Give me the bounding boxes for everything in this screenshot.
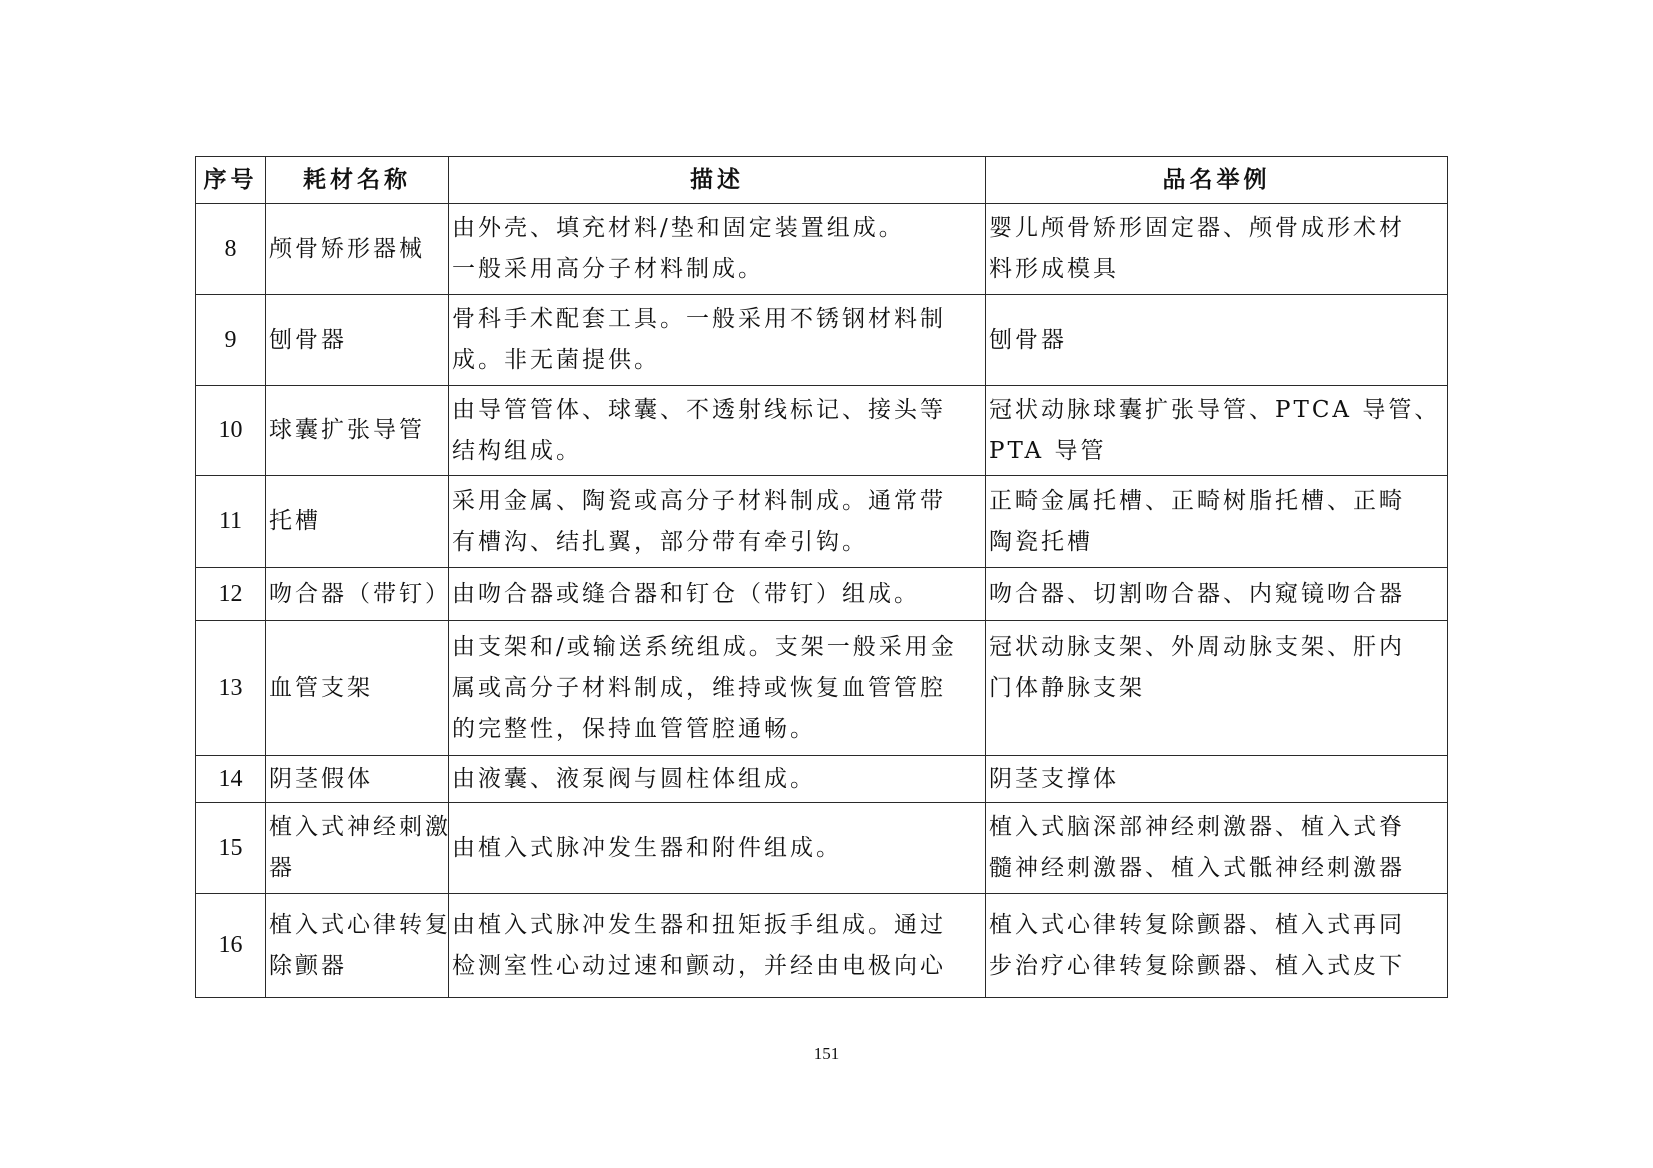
cell-product-examples <box>986 894 1448 998</box>
cell-product-examples <box>986 386 1448 476</box>
cell-text-line: 检测室性心动过速和颤动，并经由电极向心 <box>452 952 946 979</box>
cell-description <box>449 803 986 894</box>
cell-text-line: 冠状动脉支架、外周动脉支架、肝内 <box>989 633 1405 660</box>
cell-serial-number: 8 <box>196 204 266 295</box>
cell-description <box>449 386 986 476</box>
cell-text-line: 正畸金属托槽、正畸树脂托槽、正畸 <box>989 487 1405 514</box>
cell-product-examples <box>986 621 1448 756</box>
cell-consumable-name <box>266 204 449 295</box>
cell-text-line: 髓神经刺激器、植入式骶神经刺激器 <box>989 855 1405 881</box>
cell-text-line: 除颤器 <box>269 952 347 979</box>
cell-text-line: 阴茎假体 <box>269 765 373 792</box>
cell-description <box>449 568 986 621</box>
table-row <box>196 894 1448 998</box>
cell-text-line: 成。非无菌提供。 <box>452 347 660 373</box>
cell-description <box>449 295 986 386</box>
table-body <box>196 204 1448 998</box>
cell-text-line: 阴茎支撑体 <box>989 765 1119 792</box>
cell-text-line <box>989 709 1444 750</box>
cell-description <box>449 204 986 295</box>
table-row <box>196 803 1448 894</box>
cell-consumable-name <box>266 894 449 998</box>
cell-text-line: 一般采用高分子材料制成。 <box>452 256 764 282</box>
cell-text-line: 吻合器（带钉） <box>269 580 451 607</box>
cell-description <box>449 476 986 568</box>
cell-product-examples <box>986 568 1448 621</box>
cell-text-line: 有槽沟、结扎翼，部分带有牵引钩。 <box>452 528 868 555</box>
cell-text-line: 刨骨器 <box>989 326 1067 353</box>
cell-text-line: 球囊扩张导管 <box>269 417 425 443</box>
cell-description <box>449 756 986 803</box>
cell-description <box>449 894 986 998</box>
table-header-row <box>196 157 1448 204</box>
header-serial-number: 序号 <box>196 157 266 204</box>
page-number: 151 <box>813 1044 840 1063</box>
cell-serial-number: 13 <box>196 621 266 756</box>
cell-product-examples <box>986 803 1448 894</box>
cell-serial-number: 11 <box>196 476 266 568</box>
cell-text-line: 料形成模具 <box>989 256 1119 282</box>
cell-text-line: PTA 导管 <box>989 437 1107 464</box>
cell-product-examples <box>986 295 1448 386</box>
cell-consumable-name <box>266 476 449 568</box>
cell-text-line: 由吻合器或缝合器和钉仓（带钉）组成。 <box>452 580 920 607</box>
table-row <box>196 476 1448 568</box>
cell-text-line: 步治疗心律转复除颤器、植入式皮下 <box>989 952 1405 979</box>
cell-serial-number: 14 <box>196 756 266 803</box>
table-row <box>196 568 1448 621</box>
cell-text-line: 婴儿颅骨矫形固定器、颅骨成形术材 <box>989 215 1405 241</box>
cell-serial-number: 9 <box>196 295 266 386</box>
cell-text-line: 颅骨矫形器械 <box>269 235 425 262</box>
cell-text-line: 结构组成。 <box>452 437 582 464</box>
cell-text-line: 植入式心律转复除颤器、植入式再同 <box>989 911 1405 938</box>
cell-text-line: 属或高分子材料制成，维持或恢复血管管腔 <box>452 674 946 701</box>
cell-product-examples <box>986 204 1448 295</box>
cell-consumable-name <box>266 756 449 803</box>
table-row <box>196 204 1448 295</box>
cell-text-line: 陶瓷托槽 <box>989 528 1093 555</box>
cell-text-line: 血管支架 <box>269 674 373 701</box>
header-product-examples: 品名举例 <box>986 157 1448 204</box>
cell-consumable-name <box>266 295 449 386</box>
cell-serial-number: 16 <box>196 894 266 998</box>
cell-text-line: 由液囊、液泵阀与圆柱体组成。 <box>452 765 816 792</box>
cell-text-line: 采用金属、陶瓷或高分子材料制成。通常带 <box>452 487 946 514</box>
cell-consumable-name <box>266 568 449 621</box>
cell-text-line: 吻合器、切割吻合器、内窥镜吻合器 <box>989 580 1405 607</box>
cell-text-line: 冠状动脉球囊扩张导管、PTCA 导管、 <box>989 396 1441 423</box>
cell-serial-number: 12 <box>196 568 266 621</box>
cell-text-line: 植入式脑深部神经刺激器、植入式脊 <box>989 814 1405 840</box>
cell-consumable-name <box>266 621 449 756</box>
cell-product-examples <box>986 476 1448 568</box>
cell-serial-number: 15 <box>196 803 266 894</box>
cell-product-examples <box>986 756 1448 803</box>
cell-text-line: 由植入式脉冲发生器和附件组成。 <box>452 834 842 861</box>
cell-consumable-name <box>266 803 449 894</box>
cell-text-line: 由支架和/或输送系统组成。支架一般采用金 <box>452 633 957 660</box>
cell-text-line: 骨科手术配套工具。一般采用不锈钢材料制 <box>452 306 946 332</box>
table-row <box>196 295 1448 386</box>
cell-text-line: 植入式心律转复 <box>269 911 451 938</box>
cell-text-line: 器 <box>269 855 295 881</box>
cell-text-line: 植入式神经刺激 <box>269 814 451 840</box>
table-row <box>196 386 1448 476</box>
cell-text-line: 的完整性，保持血管管腔通畅。 <box>452 715 816 742</box>
cell-serial-number: 10 <box>196 386 266 476</box>
cell-text-line: 由外壳、填充材料/垫和固定装置组成。 <box>452 215 905 241</box>
cell-text-line: 由导管管体、球囊、不透射线标记、接头等 <box>452 396 946 423</box>
cell-text-line: 由植入式脉冲发生器和扭矩扳手组成。通过 <box>452 911 946 938</box>
header-consumable-name: 耗材名称 <box>266 157 449 204</box>
table-row <box>196 756 1448 803</box>
consumables-table <box>195 156 1448 998</box>
header-description: 描述 <box>449 157 986 204</box>
cell-text-line: 托槽 <box>269 508 321 534</box>
cell-text-line: 刨骨器 <box>269 326 347 353</box>
cell-text-line: 门体静脉支架 <box>989 674 1145 701</box>
cell-description <box>449 621 986 756</box>
table-row <box>196 621 1448 756</box>
cell-consumable-name <box>266 386 449 476</box>
